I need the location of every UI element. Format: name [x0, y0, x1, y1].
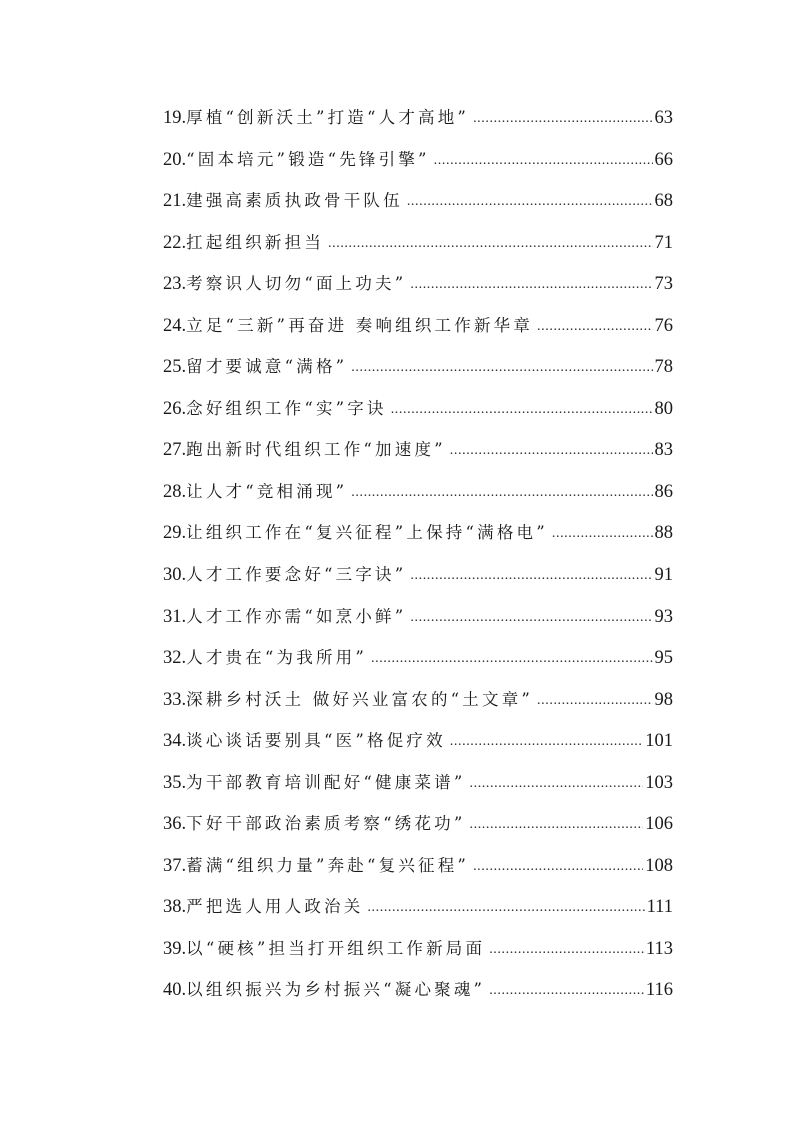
- toc-entry-title: 人才贵在“为我所用”: [186, 648, 367, 668]
- toc-dot-leader: [410, 561, 652, 591]
- toc-entry-title: 以“硬核”担当打开组织工作新局面: [186, 938, 486, 958]
- toc-dot-leader: [410, 270, 652, 300]
- toc-entry-title: 建强高素质执政骨干队伍: [186, 191, 403, 211]
- toc-entry[interactable]: [163, 186, 673, 228]
- toc-dot-leader: [367, 893, 644, 923]
- toc-entry[interactable]: [163, 726, 673, 768]
- toc-entry[interactable]: [163, 394, 673, 436]
- toc-entry-number: 39.: [163, 938, 187, 959]
- toc-entry-page-number: 111: [646, 897, 673, 918]
- toc-dot-leader: [450, 436, 653, 466]
- table-of-contents: [163, 103, 673, 1017]
- toc-entry-number: 28.: [163, 481, 187, 502]
- toc-entry-number: 32.: [163, 648, 187, 669]
- toc-entry-number: 37.: [163, 855, 187, 876]
- toc-entry[interactable]: [163, 685, 673, 727]
- toc-dot-leader: [489, 935, 644, 965]
- toc-entry-page-number: 83: [654, 440, 673, 461]
- toc-entry[interactable]: [163, 892, 673, 934]
- toc-dot-leader: [470, 810, 644, 840]
- toc-entry-number: 35.: [163, 772, 187, 793]
- toc-dot-leader: [328, 229, 652, 259]
- toc-entry-title: “固本培元”锻造“先锋引擎”: [186, 149, 430, 169]
- toc-dot-leader: [537, 686, 652, 716]
- toc-entry[interactable]: [163, 477, 673, 519]
- toc-entry[interactable]: [163, 435, 673, 477]
- toc-entry[interactable]: [163, 643, 673, 685]
- toc-entry-page-number: 91: [654, 565, 673, 586]
- toc-entry-page-number: 76: [654, 315, 673, 336]
- toc-entry-page-number: 88: [654, 523, 673, 544]
- toc-entry-title: 让组织工作在“复兴征程”上保持“满格电”: [186, 523, 548, 543]
- toc-dot-leader: [552, 519, 653, 549]
- toc-entry-number: 22.: [163, 232, 187, 253]
- toc-entry[interactable]: [163, 269, 673, 311]
- toc-entry-page-number: 63: [654, 108, 673, 128]
- toc-entry[interactable]: [163, 560, 673, 602]
- toc-dot-leader: [351, 353, 652, 383]
- toc-entry[interactable]: [163, 602, 673, 644]
- toc-entry-title: 以组织振兴为乡村振兴“凝心聚魂”: [186, 980, 486, 1000]
- toc-entry-title: 为干部教育培训配好“健康菜谱”: [186, 772, 466, 792]
- toc-entry-page-number: 116: [645, 980, 673, 1001]
- toc-dot-leader: [434, 146, 653, 176]
- toc-entry-number: 38.: [163, 897, 187, 918]
- toc-entry[interactable]: [163, 809, 673, 851]
- toc-entry[interactable]: [163, 145, 673, 187]
- toc-entry-number: 30.: [163, 565, 187, 586]
- toc-entry-number: 33.: [163, 689, 187, 710]
- toc-entry[interactable]: [163, 228, 673, 270]
- toc-entry[interactable]: [163, 768, 673, 810]
- toc-entry-page-number: 68: [654, 191, 673, 212]
- toc-dot-leader: [410, 603, 652, 633]
- toc-entry-page-number: 98: [654, 689, 673, 710]
- toc-entry[interactable]: [163, 518, 673, 560]
- toc-dot-leader: [371, 644, 653, 674]
- toc-entry-number: 26.: [163, 398, 187, 419]
- toc-entry-title: 念好组织工作“实”字诀: [186, 398, 387, 418]
- toc-dot-leader: [470, 769, 644, 799]
- toc-dot-leader: [473, 104, 652, 134]
- toc-entry[interactable]: [163, 103, 673, 145]
- toc-entry[interactable]: [163, 851, 673, 893]
- toc-entry-title: 蓄满“组织力量”奔赴“复兴征程”: [186, 855, 470, 875]
- toc-entry-page-number: 108: [645, 855, 673, 876]
- toc-entry-title: 严把选人用人政治关: [186, 897, 364, 917]
- toc-entry-number: 31.: [163, 606, 187, 627]
- toc-entry-number: 36.: [163, 814, 187, 835]
- toc-dot-leader: [407, 187, 653, 217]
- toc-dot-leader: [537, 312, 652, 342]
- toc-dot-leader: [489, 976, 644, 1006]
- toc-entry-page-number: 71: [654, 232, 673, 253]
- toc-entry-number: 24.: [163, 315, 187, 336]
- toc-entry-page-number: 101: [645, 731, 673, 752]
- toc-entry-title: 人才工作要念好“三字诀”: [186, 565, 407, 585]
- toc-entry[interactable]: [163, 934, 673, 976]
- toc-entry-title: 留才要诚意“满格”: [186, 357, 348, 377]
- toc-entry-number: 40.: [163, 980, 187, 1001]
- toc-entry-title: 扛起组织新担当: [186, 232, 325, 252]
- toc-entry-number: 27.: [163, 440, 187, 461]
- toc-entry-number: 23.: [163, 274, 187, 295]
- toc-entry-page-number: 95: [654, 648, 673, 669]
- toc-entry-page-number: 93: [654, 606, 673, 627]
- toc-entry-title: 下好干部政治素质考察“绣花功”: [186, 814, 466, 834]
- toc-entry-page-number: 73: [654, 274, 673, 295]
- toc-entry-page-number: 66: [654, 149, 673, 170]
- toc-entry-title: 立足“三新”再奋进 奏响组织工作新华章: [186, 315, 534, 335]
- toc-entry-number: 21.: [163, 191, 187, 212]
- toc-entry-title: 谈心谈话要别具“医”格促疗效: [186, 731, 446, 751]
- toc-dot-leader: [473, 852, 643, 882]
- toc-entry-number: 20.: [163, 149, 187, 170]
- toc-entry-title: 人才工作亦需“如烹小鲜”: [186, 606, 407, 626]
- toc-entry-page-number: 78: [654, 357, 673, 378]
- toc-entry[interactable]: [163, 311, 673, 353]
- toc-dot-leader: [391, 395, 653, 425]
- toc-entry-number: 34.: [163, 731, 187, 752]
- toc-entry-title: 厚植“创新沃土”打造“人才高地”: [186, 108, 470, 127]
- toc-entry-page-number: 80: [654, 398, 673, 419]
- toc-entry[interactable]: [163, 975, 673, 1017]
- toc-entry-number: 19.: [163, 108, 187, 128]
- toc-dot-leader: [450, 727, 643, 757]
- toc-entry-title: 深耕乡村沃土 做好兴业富农的“土文章”: [186, 689, 534, 709]
- toc-entry-page-number: 86: [654, 481, 673, 502]
- toc-entry-number: 29.: [163, 523, 187, 544]
- toc-entry[interactable]: [163, 352, 673, 394]
- toc-entry-title: 让人才“竞相涌现”: [186, 481, 348, 501]
- toc-entry-page-number: 103: [645, 772, 673, 793]
- toc-entry-number: 25.: [163, 357, 187, 378]
- toc-dot-leader: [351, 478, 652, 508]
- toc-entry-page-number: 113: [645, 938, 673, 959]
- toc-entry-title: 考察识人切勿“面上功夫”: [186, 274, 407, 294]
- toc-entry-page-number: 106: [645, 814, 673, 835]
- toc-entry-title: 跑出新时代组织工作“加速度”: [186, 440, 446, 460]
